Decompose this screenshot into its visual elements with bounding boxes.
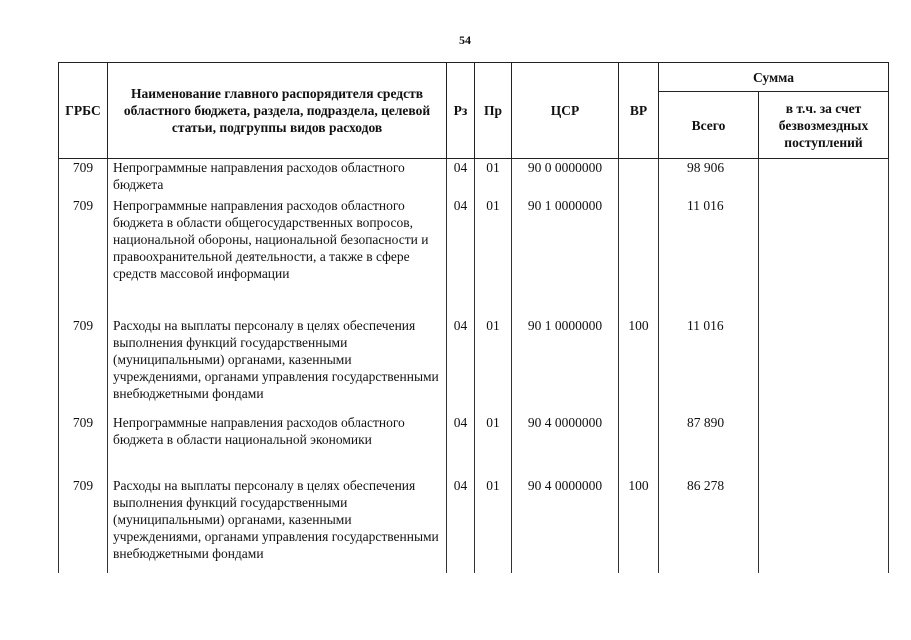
table-body <box>59 159 889 574</box>
cell-rz: 04 <box>447 317 475 414</box>
cell-grbs: 709 <box>59 414 108 477</box>
cell-total: 11 016 <box>659 317 759 414</box>
cell-total: 87 890 <box>659 414 759 477</box>
cell-vr: 100 <box>619 477 659 573</box>
cell-vr <box>619 414 659 477</box>
header-free: в т.ч. за счет безвозмездных поступлений <box>759 92 889 159</box>
table-row <box>59 477 889 573</box>
cell-pr: 01 <box>475 197 512 317</box>
cell-rz: 04 <box>447 197 475 317</box>
cell-rz: 04 <box>447 414 475 477</box>
page-number: 54 <box>459 33 471 47</box>
cell-free <box>759 414 889 477</box>
header-pr: Пр <box>475 63 512 159</box>
cell-csr: 90 1 0000000 <box>512 317 619 414</box>
cell-grbs: 709 <box>59 477 108 573</box>
cell-grbs: 709 <box>59 317 108 414</box>
header-total: Всего <box>659 92 759 159</box>
cell-name: Непрограммные направления расходов областного бюджета <box>108 159 447 198</box>
table-header <box>59 63 889 159</box>
cell-pr: 01 <box>475 317 512 414</box>
cell-pr: 01 <box>475 159 512 198</box>
cell-grbs: 709 <box>59 197 108 317</box>
cell-name: Непрограммные направления расходов областного бюджета в области национальной экономики <box>108 414 447 477</box>
header-name: Наименование главного распорядителя средств областного бюджета, раздела, подраздела, целевой статьи, подгруппы видов расходов <box>108 63 447 159</box>
cell-total: 86 278 <box>659 477 759 573</box>
cell-csr: 90 4 0000000 <box>512 414 619 477</box>
cell-csr: 90 4 0000000 <box>512 477 619 573</box>
header-sum: Сумма <box>659 63 889 92</box>
cell-total: 98 906 <box>659 159 759 198</box>
cell-pr: 01 <box>475 414 512 477</box>
cell-free <box>759 317 889 414</box>
cell-pr: 01 <box>475 477 512 573</box>
header-csr: ЦСР <box>512 63 619 159</box>
cell-rz: 04 <box>447 159 475 198</box>
cell-free <box>759 159 889 198</box>
header-vr: ВР <box>619 63 659 159</box>
cell-name: Непрограммные направления расходов областного бюджета в области общегосударственных вопросов, национальной обороны, национальной безопасности и правоохранительной деятельности, а также в сфере средств массовой информации <box>108 197 447 317</box>
budget-table-container <box>58 62 888 573</box>
cell-total: 11 016 <box>659 197 759 317</box>
cell-vr: 100 <box>619 317 659 414</box>
table-row <box>59 197 889 317</box>
cell-name: Расходы на выплаты персоналу в целях обеспечения выполнения функций государственными (муниципальными) органами, казенными учреждениями, органами управления государственными внебюджетными фондами <box>108 477 447 573</box>
header-rz: Рз <box>447 63 475 159</box>
cell-rz: 04 <box>447 477 475 573</box>
table-row <box>59 317 889 414</box>
cell-free <box>759 477 889 573</box>
header-grbs: ГРБС <box>59 63 108 159</box>
cell-name: Расходы на выплаты персоналу в целях обеспечения выполнения функций государственными (муниципальными) органами, казенными учреждениями, органами управления государственными внебюджетными фондами <box>108 317 447 414</box>
cell-vr <box>619 197 659 317</box>
table-row <box>59 159 889 198</box>
cell-free <box>759 197 889 317</box>
cell-grbs: 709 <box>59 159 108 198</box>
cell-csr: 90 1 0000000 <box>512 197 619 317</box>
table-row <box>59 414 889 477</box>
budget-table <box>58 62 889 573</box>
cell-csr: 90 0 0000000 <box>512 159 619 198</box>
cell-vr <box>619 159 659 198</box>
